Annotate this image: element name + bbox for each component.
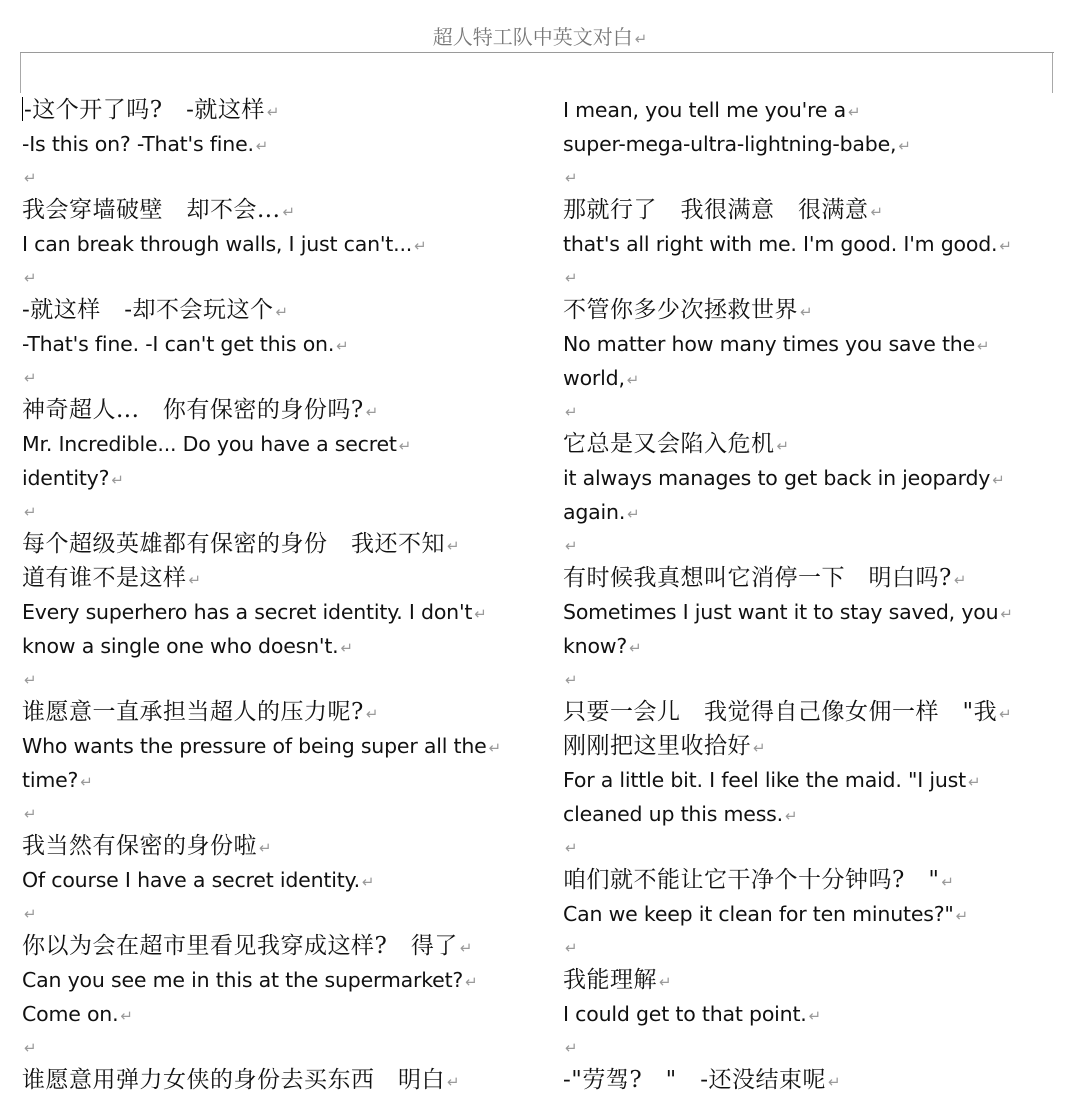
paragraph-mark-icon: ↵ [565, 671, 578, 689]
paragraph-mark-icon: ↵ [999, 705, 1013, 723]
chinese-line[interactable] [22, 830, 542, 864]
empty-paragraph[interactable] [563, 1032, 1063, 1064]
paragraph-mark-icon: ↵ [629, 639, 642, 657]
paragraph-mark-icon: ↵ [565, 403, 578, 421]
english-line[interactable] [22, 228, 542, 262]
chinese-line[interactable] [22, 1064, 542, 1098]
paragraph-mark-icon: ↵ [474, 605, 487, 623]
paragraph-mark-icon: ↵ [259, 839, 273, 857]
line-text: 每个超级英雄都有保密的身份 我还不知 [22, 531, 445, 557]
header-title-text: 超人特工队中英文对白 [432, 25, 633, 49]
english-line[interactable] [22, 428, 542, 462]
line-text: again. [563, 500, 626, 524]
paragraph-mark-icon: ↵ [784, 807, 798, 825]
line-text: I can break through walls, I just can't... [22, 232, 413, 256]
line-text: I mean, you tell me you're a [563, 98, 846, 122]
english-line[interactable] [563, 228, 1063, 262]
line-text: -Is this on? -That's fine. [22, 132, 254, 156]
paragraph-mark-icon: ↵ [24, 169, 37, 187]
paragraph-mark-icon: ↵ [870, 203, 884, 221]
paragraph-mark-icon: ↵ [488, 739, 501, 757]
paragraph-mark-icon: ↵ [565, 1039, 578, 1057]
paragraph-mark-icon: ↵ [828, 1073, 842, 1091]
line-text: super-mega-ultra-lightning-babe, [563, 132, 897, 156]
english-line[interactable] [22, 630, 542, 664]
chinese-line[interactable] [563, 864, 1063, 898]
empty-paragraph[interactable] [22, 362, 542, 394]
line-text: 道有谁不是这样 [22, 565, 187, 591]
chinese-line[interactable] [563, 696, 1063, 730]
paragraph-mark-icon: ↵ [955, 907, 969, 925]
line-text: -"劳驾? " -还没结束呢 [563, 1067, 827, 1093]
paragraph-mark-icon: ↵ [565, 839, 578, 857]
left-margin-marker [20, 53, 21, 93]
line-text: Come on. [22, 1002, 119, 1026]
line-text: 神奇超人... 你有保密的身份吗? [22, 397, 364, 423]
english-line[interactable] [22, 596, 542, 630]
line-text: know? [563, 634, 628, 658]
paragraph-mark-icon: ↵ [999, 237, 1012, 255]
chinese-line[interactable] [563, 730, 1063, 764]
paragraph-mark-icon: ↵ [459, 939, 473, 957]
paragraph-mark-icon: ↵ [968, 773, 981, 791]
paragraph-mark-icon: ↵ [398, 437, 412, 455]
empty-paragraph[interactable] [563, 832, 1063, 864]
paragraph-mark-icon: ↵ [24, 671, 37, 689]
line-text: -That's fine. -I can't get this on. [22, 332, 335, 356]
paragraph-mark-icon: ↵ [659, 973, 673, 991]
paragraph-mark-icon: ↵ [992, 471, 1005, 489]
english-line[interactable] [563, 496, 1063, 530]
paragraph-mark-icon: ↵ [336, 337, 349, 355]
paragraph-mark-icon: ↵ [255, 137, 269, 155]
paragraph-mark-icon: ↵ [188, 571, 202, 589]
line-text: 刚刚把这里收拾好 [563, 733, 751, 759]
english-line[interactable] [563, 898, 1063, 932]
line-text: Who wants the pressure of being super all the [22, 734, 487, 758]
line-text: 你以为会在超市里看见我穿成这样? 得了 [22, 933, 458, 959]
chinese-line[interactable] [22, 562, 542, 596]
paragraph-mark-icon: ↵ [776, 437, 790, 455]
paragraph-mark-icon: ↵ [80, 773, 93, 791]
english-line[interactable] [563, 764, 1063, 798]
line-text: 有时候我真想叫它消停一下 明白吗? [563, 565, 952, 591]
paragraph-mark-icon: ↵ [120, 1007, 133, 1025]
english-line[interactable] [563, 596, 1063, 630]
line-text: 谁愿意一直承担当超人的压力呢? [22, 699, 364, 725]
paragraph-mark-icon: ↵ [847, 103, 861, 121]
english-line[interactable] [563, 128, 1063, 162]
chinese-line[interactable] [22, 394, 542, 428]
paragraph-mark-icon: ↵ [565, 169, 578, 187]
document-header-title [0, 22, 1080, 54]
line-text: 不管你多少次拯救世界 [563, 297, 798, 323]
paragraph-mark-icon: ↵ [24, 1039, 37, 1057]
line-text: 谁愿意用弹力女侠的身份去买东西 明白 [22, 1067, 445, 1093]
empty-paragraph[interactable] [22, 798, 542, 830]
empty-paragraph[interactable] [563, 396, 1063, 428]
empty-paragraph[interactable] [22, 1032, 542, 1064]
chinese-line[interactable] [563, 194, 1063, 228]
english-line[interactable] [563, 798, 1063, 832]
paragraph-mark-icon: ↵ [24, 269, 37, 287]
chinese-line[interactable] [563, 964, 1063, 998]
line-text: Can we keep it clean for ten minutes?" [563, 902, 954, 926]
paragraph-mark-icon: ↵ [340, 639, 353, 657]
left-text-column[interactable] [22, 94, 542, 1098]
paragraph-mark-icon: ↵ [414, 237, 427, 255]
line-text: 我会穿墙破壁 却不会... [22, 197, 281, 223]
line-text: world, [563, 366, 625, 390]
line-text: Mr. Incredible... Do you have a secret [22, 432, 397, 456]
line-text: Of course I have a secret identity. [22, 868, 360, 892]
paragraph-mark-icon: ↵ [1000, 605, 1013, 623]
paragraph-mark-icon: ↵ [282, 203, 296, 221]
line-text: 我当然有保密的身份啦 [22, 833, 257, 859]
empty-paragraph[interactable] [22, 496, 542, 528]
paragraph-mark-icon: ↵ [266, 103, 280, 121]
line-text: -这个开了吗? -就这样 [24, 97, 265, 123]
line-text: 它总是又会陷入危机 [563, 431, 775, 457]
chinese-line[interactable] [22, 194, 542, 228]
empty-paragraph[interactable] [22, 262, 542, 294]
paragraph-mark-icon: ↵ [361, 873, 375, 891]
line-text: No matter how many times you save the [563, 332, 975, 356]
empty-paragraph[interactable] [563, 664, 1063, 696]
right-margin-marker [1052, 53, 1053, 93]
paragraph-mark-icon: ↵ [447, 1073, 461, 1091]
chinese-line[interactable] [22, 930, 542, 964]
chinese-line[interactable] [563, 428, 1063, 462]
empty-paragraph[interactable] [563, 932, 1063, 964]
paragraph-mark-icon: ↵ [565, 269, 578, 287]
empty-paragraph[interactable] [22, 898, 542, 930]
paragraph-mark-icon: ↵ [753, 739, 767, 757]
paragraph-mark-icon: ↵ [898, 137, 911, 155]
chinese-line[interactable] [22, 294, 542, 328]
paragraph-mark-icon: ↵ [977, 337, 990, 355]
english-line[interactable] [563, 998, 1063, 1032]
paragraph-mark-icon: ↵ [24, 503, 37, 521]
english-line[interactable] [22, 964, 542, 998]
english-line[interactable] [22, 730, 542, 764]
line-text: that's all right with me. I'm good. I'm good. [563, 232, 998, 256]
paragraph-mark-icon: ↵ [941, 873, 955, 891]
english-line[interactable] [22, 128, 542, 162]
paragraph-mark-icon: ↵ [365, 705, 379, 723]
english-line[interactable] [563, 630, 1063, 664]
english-line[interactable] [22, 328, 542, 362]
paragraph-mark-icon: ↵ [634, 30, 648, 48]
paragraph-mark-icon: ↵ [565, 939, 578, 957]
english-line[interactable] [563, 362, 1063, 396]
line-text: time? [22, 768, 79, 792]
paragraph-mark-icon: ↵ [447, 537, 461, 555]
line-text: 只要一会儿 我觉得自己像女佣一样 "我 [563, 699, 998, 725]
paragraph-mark-icon: ↵ [275, 303, 289, 321]
line-text: I could get to that point. [563, 1002, 807, 1026]
line-text: Sometimes I just want it to stay saved, you [563, 600, 999, 624]
line-text: it always manages to get back in jeopardy [563, 466, 991, 490]
line-text: Can you see me in this at the supermarket? [22, 968, 464, 992]
english-line[interactable] [22, 998, 542, 1032]
chinese-line[interactable] [22, 528, 542, 562]
english-line[interactable] [563, 328, 1063, 362]
paragraph-mark-icon: ↵ [953, 571, 967, 589]
line-text: Every superhero has a secret identity. I don't [22, 600, 473, 624]
chinese-line[interactable] [563, 1064, 1063, 1098]
header-divider [20, 52, 1054, 53]
paragraph-mark-icon: ↵ [465, 973, 478, 991]
paragraph-mark-icon: ↵ [800, 303, 814, 321]
empty-paragraph[interactable] [22, 162, 542, 194]
line-text: know a single one who doesn't. [22, 634, 339, 658]
english-line[interactable] [22, 764, 542, 798]
line-text: 我能理解 [563, 967, 657, 993]
chinese-line[interactable] [563, 294, 1063, 328]
empty-paragraph[interactable] [563, 530, 1063, 562]
line-text: For a little bit. I feel like the maid. "I just [563, 768, 967, 792]
paragraph-mark-icon: ↵ [24, 369, 37, 387]
right-text-column[interactable] [563, 94, 1063, 1098]
paragraph-mark-icon: ↵ [565, 537, 578, 555]
paragraph-mark-icon: ↵ [24, 805, 37, 823]
english-line[interactable] [563, 462, 1063, 496]
empty-paragraph[interactable] [563, 162, 1063, 194]
empty-paragraph[interactable] [563, 262, 1063, 294]
chinese-line[interactable] [563, 562, 1063, 596]
paragraph-mark-icon: ↵ [808, 1007, 821, 1025]
paragraph-mark-icon: ↵ [111, 471, 124, 489]
paragraph-mark-icon: ↵ [365, 403, 379, 421]
line-text: -就这样 -却不会玩这个 [22, 297, 274, 323]
english-line[interactable] [22, 462, 542, 496]
english-line[interactable] [563, 94, 1063, 128]
chinese-line[interactable] [22, 696, 542, 730]
paragraph-mark-icon: ↵ [627, 505, 640, 523]
paragraph-mark-icon: ↵ [626, 371, 640, 389]
paragraph-mark-icon: ↵ [24, 905, 37, 923]
line-text: 那就行了 我很满意 很满意 [563, 197, 869, 223]
line-text: identity? [22, 466, 110, 490]
empty-paragraph[interactable] [22, 664, 542, 696]
english-line[interactable] [22, 864, 542, 898]
chinese-line[interactable] [22, 94, 542, 128]
text-cursor [22, 97, 23, 121]
line-text: cleaned up this mess. [563, 802, 783, 826]
line-text: 咱们就不能让它干净个十分钟吗? " [563, 867, 940, 893]
